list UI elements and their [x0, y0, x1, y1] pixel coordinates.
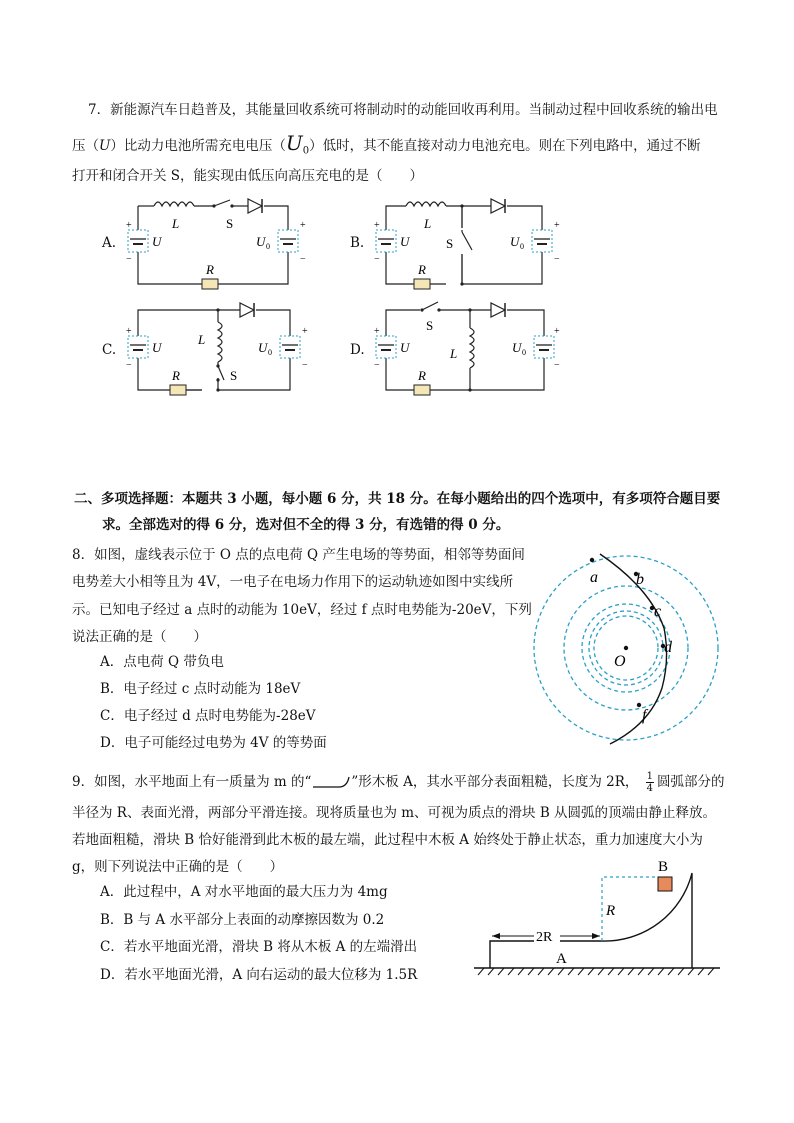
- q7-option-b-label[interactable]: B.: [350, 235, 365, 251]
- circuit-c-diagram: [118, 298, 308, 400]
- svg-text:A: A: [556, 951, 567, 967]
- q9-option-a[interactable]: A．此过程中，A 对水平地面的最大压力为 4mg: [100, 884, 388, 900]
- q7-option-c-label[interactable]: C.: [102, 342, 117, 358]
- svg-text:U: U: [510, 234, 520, 249]
- q8-line2: 电势差大小相等且为 4V，一电子在电场力作用下的运动轨迹如图中实线所: [72, 574, 514, 590]
- q9-frac-num: 1: [646, 771, 654, 782]
- svg-text:−: −: [300, 254, 306, 265]
- q9-line2: 半径为 R、表面光滑，两部分平滑连接。现将质量也为 m、可视为质点的滑块 B 从圆弧的顶端由静止释放。: [72, 805, 717, 821]
- svg-text:d: d: [664, 639, 672, 656]
- svg-text:+: +: [302, 326, 308, 337]
- q9-line4: g，则下列说法中正确的是（ ）: [72, 859, 284, 875]
- q7-option-d-label[interactable]: D.: [350, 342, 365, 358]
- q7-line1: 7．新能源汽车日趋普及，其能量回收系统可将制动时的动能回收再利用。当制动过程中回收系统的输出电: [88, 102, 718, 118]
- svg-text:f: f: [642, 707, 647, 724]
- board-shape-icon: [311, 775, 351, 791]
- q8-option-d[interactable]: D．电子可能经过电势为 4V 的等势面: [100, 735, 327, 751]
- svg-text:c: c: [654, 603, 662, 620]
- q9-option-b[interactable]: B．B 与 A 水平部分上表面的动摩擦因数为 0.2: [100, 912, 385, 928]
- q7-option-a-label[interactable]: A.: [102, 235, 117, 251]
- q8-option-c[interactable]: C．电子经过 d 点时电势能为-28eV: [100, 708, 316, 724]
- q8-option-a[interactable]: A．点电荷 Q 带负电: [100, 654, 224, 670]
- q9-option-d[interactable]: D．若水平地面光滑，A 向右运动的最大位移为 1.5R: [100, 967, 418, 983]
- svg-text:U: U: [400, 234, 410, 249]
- svg-text:R: R: [206, 262, 214, 277]
- svg-text:−: −: [126, 360, 132, 371]
- svg-text:−: −: [554, 360, 560, 371]
- svg-text:S: S: [230, 368, 238, 383]
- svg-text:U: U: [258, 340, 268, 355]
- svg-text:R: R: [418, 368, 426, 383]
- q7-line2: 压（U）比动力电池所需充电电压$(U_0)$低时，其不能直接对动力电池充电。则在下列电路中，通过不断: [72, 131, 701, 157]
- svg-text:R: R: [606, 903, 616, 919]
- section2-heading-line1: 二、多项选择题：本题共 3 小题，每小题 6 分，共 18 分。在每小题给出的四个选项中，有多项符合题目要: [74, 491, 721, 507]
- svg-text:+: +: [554, 220, 560, 231]
- svg-text:+: +: [300, 220, 306, 231]
- q8-line4: 说法正确的是（ ）: [72, 629, 207, 645]
- q9-board-diagram: [464, 855, 726, 983]
- q8-option-b[interactable]: B．电子经过 c 点时动能为 18eV: [100, 681, 301, 697]
- svg-text:+: +: [554, 326, 560, 337]
- circuit-b-diagram: [366, 192, 561, 294]
- svg-text:+: +: [374, 220, 380, 231]
- svg-text:U: U: [400, 340, 410, 355]
- q9-line1: 9．如图，水平地面上有一质量为 m 的“ ”形木板 A，其水平部分表面粗糙，长度为 2R， $\frac{1}{4}$ 圆弧部分的: [72, 771, 725, 794]
- svg-text:−: −: [374, 254, 380, 265]
- q9-line3: 若地面粗糙，滑块 B 恰好能滑到此木板的最左端，此过程中木板 A 始终处于静止状态，重力加速度大小为: [72, 832, 703, 848]
- svg-text:L: L: [172, 216, 180, 231]
- svg-text:S: S: [446, 236, 454, 251]
- svg-text:b: b: [636, 571, 644, 588]
- svg-text:0: 0: [268, 348, 272, 357]
- svg-text:O: O: [614, 653, 626, 670]
- q9-option-c[interactable]: C．若水平地面光滑，滑块 B 将从木板 A 的左端滑出: [100, 939, 418, 955]
- svg-text:B: B: [658, 859, 669, 875]
- svg-text:2R: 2R: [536, 930, 553, 945]
- q7-line3: 打开和闭合开关 S，能实现由低压向高压充电的是（ ）: [72, 168, 424, 184]
- q8-line1: 8．如图，虚线表示位于 O 点的点电荷 Q 产生电场的等势面，相邻等势面间: [72, 547, 525, 563]
- svg-text:+: +: [374, 326, 380, 337]
- circuit-a-diagram: [118, 192, 308, 294]
- svg-text:0: 0: [266, 242, 270, 251]
- svg-text:−: −: [374, 360, 380, 371]
- svg-text:U: U: [152, 234, 162, 249]
- svg-text:−: −: [302, 360, 308, 371]
- svg-text:L: L: [450, 346, 458, 361]
- svg-text:0: 0: [522, 348, 526, 357]
- svg-text:0: 0: [520, 242, 524, 251]
- svg-text:L: L: [198, 332, 206, 347]
- svg-text:U: U: [256, 234, 266, 249]
- svg-text:S: S: [426, 318, 434, 333]
- svg-text:U: U: [512, 340, 522, 355]
- svg-text:−: −: [126, 254, 132, 265]
- svg-text:+: +: [126, 220, 132, 231]
- svg-text:R: R: [172, 368, 180, 383]
- svg-text:+: +: [126, 326, 132, 337]
- svg-text:L: L: [424, 216, 432, 231]
- svg-text:a: a: [590, 569, 598, 586]
- circuit-d-diagram: [366, 298, 561, 400]
- q8-line3: 示。已知电子经过 a 点时的动能为 10eV，经过 f 点时电势能为-20eV，下列: [72, 602, 532, 618]
- svg-text:S: S: [226, 216, 234, 231]
- svg-text:U: U: [152, 340, 162, 355]
- q8-field-diagram: [530, 548, 720, 748]
- svg-text:−: −: [554, 254, 560, 265]
- q9-frac-den: 4: [646, 783, 654, 794]
- section2-heading-line2: 求。全部选对的得 6 分，选对但不全的得 3 分，有选错的得 0 分。: [102, 517, 510, 533]
- svg-text:R: R: [418, 262, 426, 277]
